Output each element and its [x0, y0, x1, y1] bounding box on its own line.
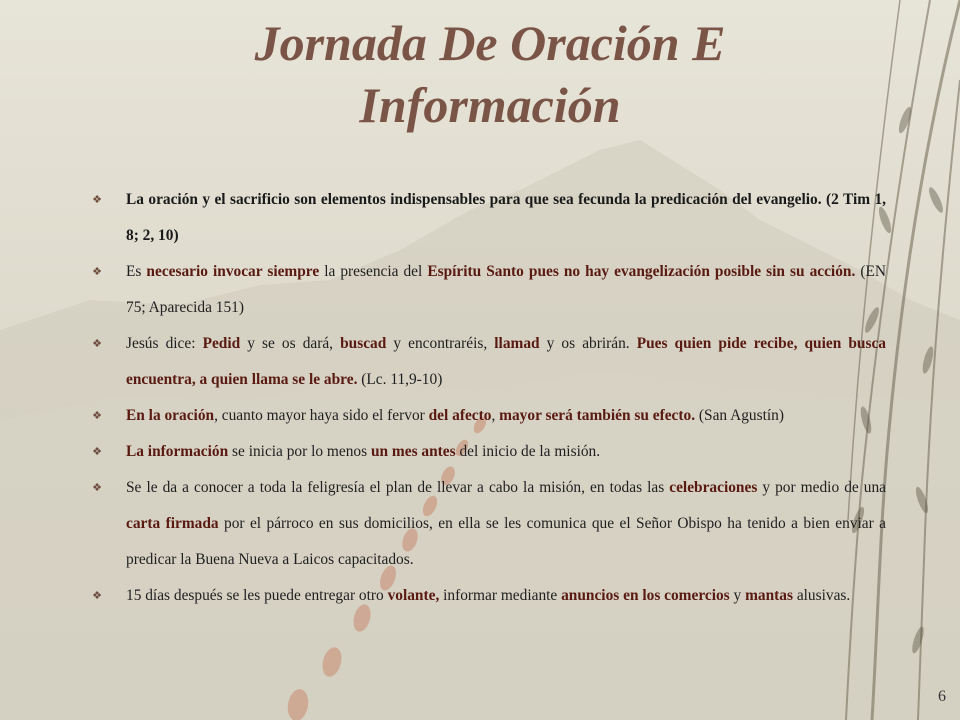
bullet-text: la presencia del	[319, 263, 428, 280]
bullet-item	[88, 398, 886, 434]
bullet-text: Jesús dice:	[126, 335, 203, 352]
bullet-item	[88, 182, 886, 254]
highlighted-text: buscad	[340, 335, 387, 352]
highlighted-text: anuncios en los comercios	[561, 587, 730, 604]
title-line-2: Información	[359, 77, 621, 133]
bullet-text: se inicia por lo menos	[228, 443, 371, 460]
four-diamond-bullet-icon: ❖	[92, 446, 102, 458]
bullet-text: y	[729, 587, 746, 604]
highlighted-text: En la oración	[126, 407, 215, 424]
page-number: 6	[938, 688, 946, 705]
bullet-text: Se le da a conocer a toda la feligresía el plan de llevar a cabo la misión, en todas las	[126, 479, 670, 496]
four-diamond-bullet-icon: ❖	[92, 482, 102, 494]
four-diamond-bullet-icon: ❖	[92, 194, 102, 206]
four-diamond-bullet-icon: ❖	[92, 590, 102, 602]
bullet-item	[88, 326, 886, 398]
highlighted-text: del afecto	[428, 407, 492, 424]
highlighted-text: Pues quien pide recibe, quien busca encuentra, a quien llama se le abre.	[126, 335, 886, 388]
bullet-item	[88, 254, 886, 326]
bullet-item	[88, 470, 886, 578]
bullet-text: por el párroco en sus domicilios, en ella se les comunica que el Señor Obispo ha tenido a bien enviar a predicar la Buena Nueva a Laicos capacitados.	[126, 515, 886, 568]
highlighted-text: llamad	[494, 335, 540, 352]
bullet-text: del inicio de la misión.	[455, 443, 601, 460]
highlighted-text: celebraciones	[669, 479, 758, 496]
slide-title	[120, 12, 860, 136]
bullet-item	[88, 434, 886, 470]
bullet-list	[88, 182, 886, 614]
four-diamond-bullet-icon: ❖	[92, 410, 102, 422]
four-diamond-bullet-icon: ❖	[92, 266, 102, 278]
bullet-text: 15 días después se les puede entregar otro	[126, 587, 388, 604]
bullet-text: y por medio de una	[757, 479, 886, 496]
bullet-text: La oración y el sacrificio son elementos indispensables para que sea fecunda la predicación del evangelio. (2 Tim 1, 8; 2, 10)	[126, 191, 886, 244]
bullet-item	[88, 578, 886, 614]
bullet-text: informar mediante	[439, 587, 562, 604]
bullet-text: (EN 75; Aparecida 151)	[126, 263, 886, 316]
highlighted-text: La información	[126, 443, 229, 460]
highlighted-text: un mes antes	[370, 443, 456, 460]
bullet-text: , cuanto mayor haya sido el fervor	[214, 407, 429, 424]
bullet-text: (Lc. 11,9-10)	[357, 371, 443, 388]
bullet-text: y encontraréis,	[386, 335, 495, 352]
four-diamond-bullet-icon: ❖	[92, 338, 102, 350]
bullet-text: y os abrirán.	[539, 335, 637, 352]
highlighted-text: mayor será también su efecto.	[499, 407, 696, 424]
highlighted-text: Espíritu Santo pues no hay evangelización posible sin su acción.	[427, 263, 856, 280]
bullet-text: Es	[126, 263, 147, 280]
title-line-1: Jornada De Oración E	[254, 15, 726, 71]
bullet-text: (San Agustín)	[695, 407, 784, 424]
highlighted-text: volante,	[387, 587, 440, 604]
highlighted-text: Pedid	[202, 335, 241, 352]
bullet-text: alusivas.	[792, 587, 851, 604]
bullet-text: ,	[491, 407, 500, 424]
highlighted-text: mantas	[745, 587, 793, 604]
highlighted-text: necesario invocar siempre	[146, 263, 320, 280]
bullet-text: y se os dará,	[240, 335, 341, 352]
highlighted-text: carta firmada	[126, 515, 219, 532]
